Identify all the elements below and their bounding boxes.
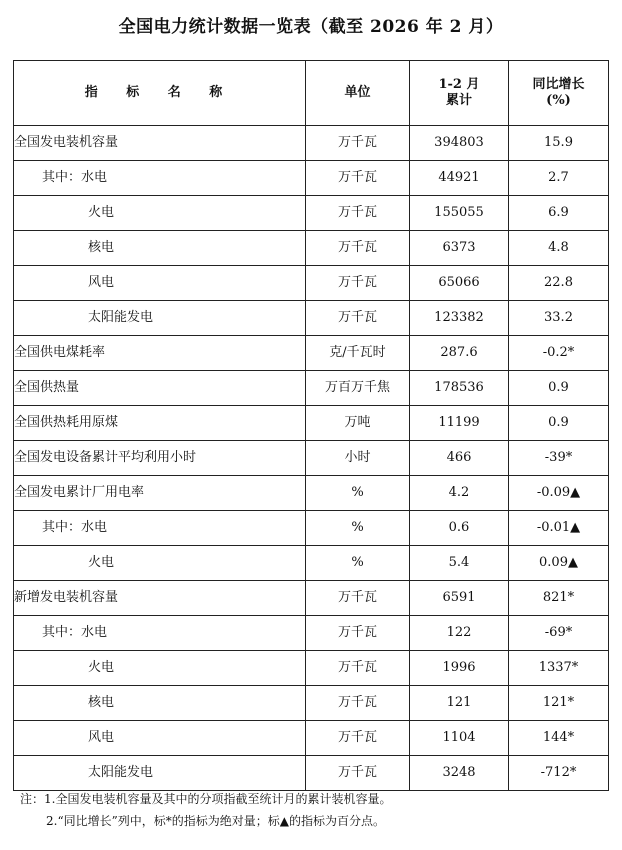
unit-cell: 万千瓦	[306, 721, 410, 756]
header-indicator-name: 指 标 名 称	[14, 61, 306, 126]
unit-cell: 小时	[306, 441, 410, 476]
indicator-name-cell: 全国供热量	[14, 371, 306, 406]
unit-cell: 万千瓦	[306, 196, 410, 231]
table-row	[14, 231, 609, 266]
indicator-name-cell: 火电	[14, 651, 306, 686]
header-yoy-line2: (%)	[546, 93, 571, 108]
table-row	[14, 406, 609, 441]
yoy-growth-cell: -0.09▲	[509, 476, 609, 511]
table-header-row	[14, 61, 609, 126]
indicator-name-cell: 太阳能发电	[14, 756, 306, 791]
unit-cell: 万千瓦	[306, 651, 410, 686]
cumulative-value-cell: 466	[410, 441, 509, 476]
page-title: 全国电力统计数据一览表（截至 2026 年 2 月）	[118, 17, 504, 37]
unit-cell: 万千瓦	[306, 616, 410, 651]
header-cumulative-line2: 累计	[445, 93, 472, 108]
indicator-name-cell: 全国供热耗用原煤	[14, 406, 306, 441]
unit-cell: 万千瓦	[306, 161, 410, 196]
table-row	[14, 126, 609, 161]
header-yoy	[509, 61, 609, 126]
yoy-growth-cell: -712*	[509, 756, 609, 791]
indicator-name-cell: 全国发电设备累计平均利用小时	[14, 441, 306, 476]
table-row	[14, 721, 609, 756]
cumulative-value-cell: 1996	[410, 651, 509, 686]
table-row	[14, 196, 609, 231]
indicator-name-cell: 核电	[14, 686, 306, 721]
cumulative-value-cell: 287.6	[410, 336, 509, 371]
yoy-growth-cell: 121*	[509, 686, 609, 721]
unit-cell: 克/千瓦时	[306, 336, 410, 371]
yoy-growth-cell: -0.2*	[509, 336, 609, 371]
indicator-name-cell: 全国发电累计厂用电率	[14, 476, 306, 511]
yoy-growth-cell: 821*	[509, 581, 609, 616]
unit-cell: 万吨	[306, 406, 410, 441]
indicator-name-cell: 火电	[14, 546, 306, 581]
yoy-growth-cell: 144*	[509, 721, 609, 756]
unit-cell: %	[306, 476, 410, 511]
cumulative-value-cell: 44921	[410, 161, 509, 196]
unit-cell: 万千瓦	[306, 266, 410, 301]
table-row	[14, 686, 609, 721]
yoy-growth-cell: 2.7	[509, 161, 609, 196]
cumulative-value-cell: 65066	[410, 266, 509, 301]
yoy-growth-cell: 0.9	[509, 371, 609, 406]
indicator-name-cell: 核电	[14, 231, 306, 266]
yoy-growth-cell: -39*	[509, 441, 609, 476]
cumulative-value-cell: 6591	[410, 581, 509, 616]
yoy-growth-cell: 1337*	[509, 651, 609, 686]
cumulative-value-cell: 6373	[410, 231, 509, 266]
cumulative-value-cell: 121	[410, 686, 509, 721]
table-row	[14, 301, 609, 336]
yoy-growth-cell: 22.8	[509, 266, 609, 301]
table-row	[14, 616, 609, 651]
table-row	[14, 441, 609, 476]
table-row	[14, 511, 609, 546]
yoy-growth-cell: 33.2	[509, 301, 609, 336]
yoy-growth-cell: 4.8	[509, 231, 609, 266]
unit-cell: 万千瓦	[306, 756, 410, 791]
unit-cell: 万百万千焦	[306, 371, 410, 406]
unit-cell: 万千瓦	[306, 301, 410, 336]
cumulative-value-cell: 5.4	[410, 546, 509, 581]
cumulative-value-cell: 122	[410, 616, 509, 651]
cumulative-value-cell: 155055	[410, 196, 509, 231]
table-row	[14, 546, 609, 581]
footnote-1: 注：1.全国发电装机容量及其中的分项指截至统计月的累计装机容量。	[20, 792, 392, 806]
indicator-name-cell: 其中：水电	[14, 161, 306, 196]
cumulative-value-cell: 11199	[410, 406, 509, 441]
unit-cell: %	[306, 511, 410, 546]
table-row	[14, 581, 609, 616]
table-row	[14, 476, 609, 511]
unit-cell: %	[306, 546, 410, 581]
indicator-name-cell: 其中：水电	[14, 616, 306, 651]
unit-cell: 万千瓦	[306, 686, 410, 721]
indicator-name-cell: 风电	[14, 266, 306, 301]
yoy-growth-cell: -0.01▲	[509, 511, 609, 546]
cumulative-value-cell: 1104	[410, 721, 509, 756]
table-row	[14, 371, 609, 406]
unit-cell: 万千瓦	[306, 231, 410, 266]
cumulative-value-cell: 123382	[410, 301, 509, 336]
yoy-growth-cell: 6.9	[509, 196, 609, 231]
indicator-name-cell: 太阳能发电	[14, 301, 306, 336]
footnotes	[20, 788, 610, 832]
indicator-name-cell: 火电	[14, 196, 306, 231]
unit-cell: 万千瓦	[306, 126, 410, 161]
statistics-table	[13, 60, 609, 791]
cumulative-value-cell: 178536	[410, 371, 509, 406]
yoy-growth-cell: 0.9	[509, 406, 609, 441]
yoy-growth-cell: -69*	[509, 616, 609, 651]
header-unit: 单位	[306, 61, 410, 126]
indicator-name-cell: 其中：水电	[14, 511, 306, 546]
indicator-name-cell: 新增发电装机容量	[14, 581, 306, 616]
table-body	[14, 126, 609, 791]
cumulative-value-cell: 3248	[410, 756, 509, 791]
table-row	[14, 756, 609, 791]
indicator-name-cell: 全国发电装机容量	[14, 126, 306, 161]
cumulative-value-cell: 4.2	[410, 476, 509, 511]
cumulative-value-cell: 394803	[410, 126, 509, 161]
indicator-name-cell: 风电	[14, 721, 306, 756]
header-cumulative-line1: 1-2 月	[438, 77, 480, 92]
indicator-name-cell: 全国供电煤耗率	[14, 336, 306, 371]
footnote-2: 2.“同比增长”列中，标*的指标为绝对量；标▲的指标为百分点。	[46, 814, 385, 828]
yoy-growth-cell: 15.9	[509, 126, 609, 161]
table-row	[14, 266, 609, 301]
unit-cell: 万千瓦	[306, 581, 410, 616]
table-row	[14, 336, 609, 371]
yoy-growth-cell: 0.09▲	[509, 546, 609, 581]
header-cumulative	[410, 61, 509, 126]
table-row	[14, 161, 609, 196]
cumulative-value-cell: 0.6	[410, 511, 509, 546]
header-yoy-line1: 同比增长	[532, 77, 585, 92]
table-row	[14, 651, 609, 686]
